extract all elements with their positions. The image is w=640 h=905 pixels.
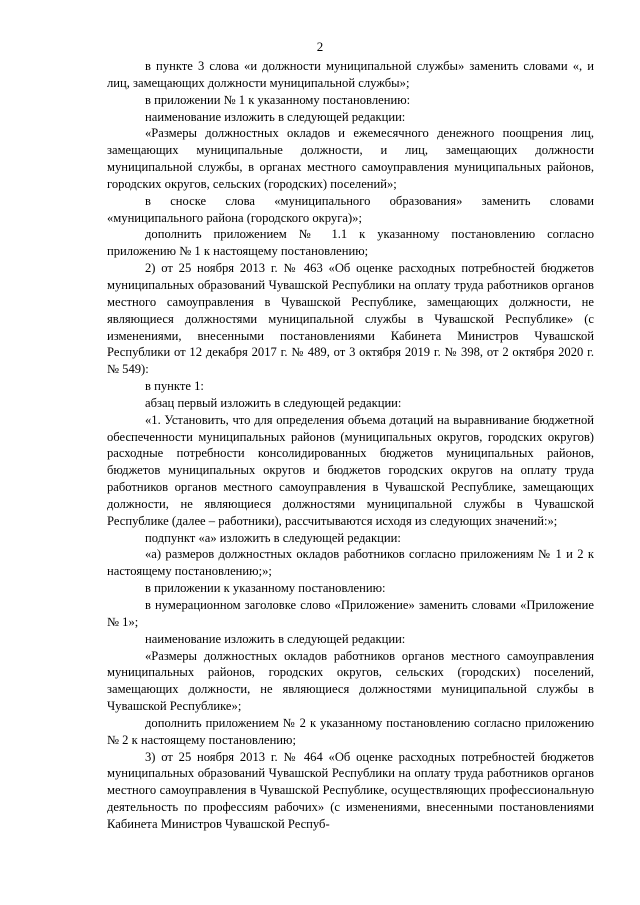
paragraph: «Размеры должностных окладов работников органов местного самоуправления муниципальных районов, городских округов, сельских (городских) поселений, замещающих должности, не являющиеся должностями муниципальной службы в Чувашской Республике»; [107,648,594,714]
paragraph: «Размеры должностных окладов и ежемесячного денежного поощрения лиц, замещающих муниципальные должности, и лиц, замещающих должности муниципальной службы, в органах местного самоуправления муниципальных районов, городских округов, сельских (городских) поселений»; [107,126,594,191]
document-body [107,58,594,833]
paragraph: в приложении к указанному постановлению: [145,581,386,596]
paragraph: 3) от 25 ноября 2013 г. № 464 «Об оценке расходных потребностей бюджетов муниципальных образований Чувашской Республики на оплату труда работников органов местного самоуправления в Чувашской Республике, осуществляющих профессиональную деятельность по профессиям рабочих» (с изменениями, внесенными постановлениями Кабинета Министров Чувашской Респуб- [107,749,594,831]
paragraph: дополнить приложением № 2 к указанному постановлению согласно приложению № 2 к настоящему постановлению; [107,715,594,747]
page-number: 2 [316,39,324,54]
paragraph: 2) от 25 ноября 2013 г. № 463 «Об оценке расходных потребностей бюджетов муниципальных образований Чувашской Республики на оплату труда работников органов местного самоуправления в Чувашской Республике, замещающих должности, не являющиеся должностями муниципальной службы в Чувашской Республике» (с изменениями, внесенными постановлениями Кабинета Министров Чувашской Республики от 12 декабря 2017 г. № 489, от 3 октября 2019 г. № 398, от 2 октября 2020 г. № 549): [107,261,594,377]
paragraph: дополнить приложением № 1.1 к указанному постановлению согласно приложению № 1 к настоящему постановлению; [107,227,594,259]
paragraph: в приложении № 1 к указанному постановлению: [145,92,411,107]
paragraph: в нумерационном заголовке слово «Приложение» заменить словами «Приложение № 1»; [107,598,594,629]
paragraph: в сноске слова «муниципального образования» заменить словами «муниципального района (городского округа)»; [107,193,594,225]
paragraph: абзац первый изложить в следующей редакции: [145,395,402,410]
paragraph: «а) размеров должностных окладов работников согласно приложениям № 1 и 2 к настоящему постановлению;»; [107,547,594,579]
paragraph: «1. Установить, что для определения объема дотаций на выравнивание бюджетной обеспеченности муниципальных районов (муниципальных округов, городских округов) расходные потребности консолидированных бюджетов муниципальных районов, бюджетов муниципальных округов и бюджетов городских округов на оплату труда работников органов местного самоуправления в Чувашской Республике, замещающих должности, не являющиеся должностями муниципальной службы в Чувашской Республике (далее – работники), рассчитываются исходя из следующих значений:»; [107,412,594,528]
paragraph: наименование изложить в следующей редакции: [145,631,406,646]
paragraph: подпункт «а» изложить в следующей редакции: [145,530,401,545]
paragraph: наименование изложить в следующей редакции: [145,109,406,124]
paragraph: в пункте 1: [145,379,204,394]
paragraph: в пункте 3 слова «и должности муниципальной службы» заменить словами «, и лиц, замещающих должности муниципальной службы»; [107,59,594,90]
